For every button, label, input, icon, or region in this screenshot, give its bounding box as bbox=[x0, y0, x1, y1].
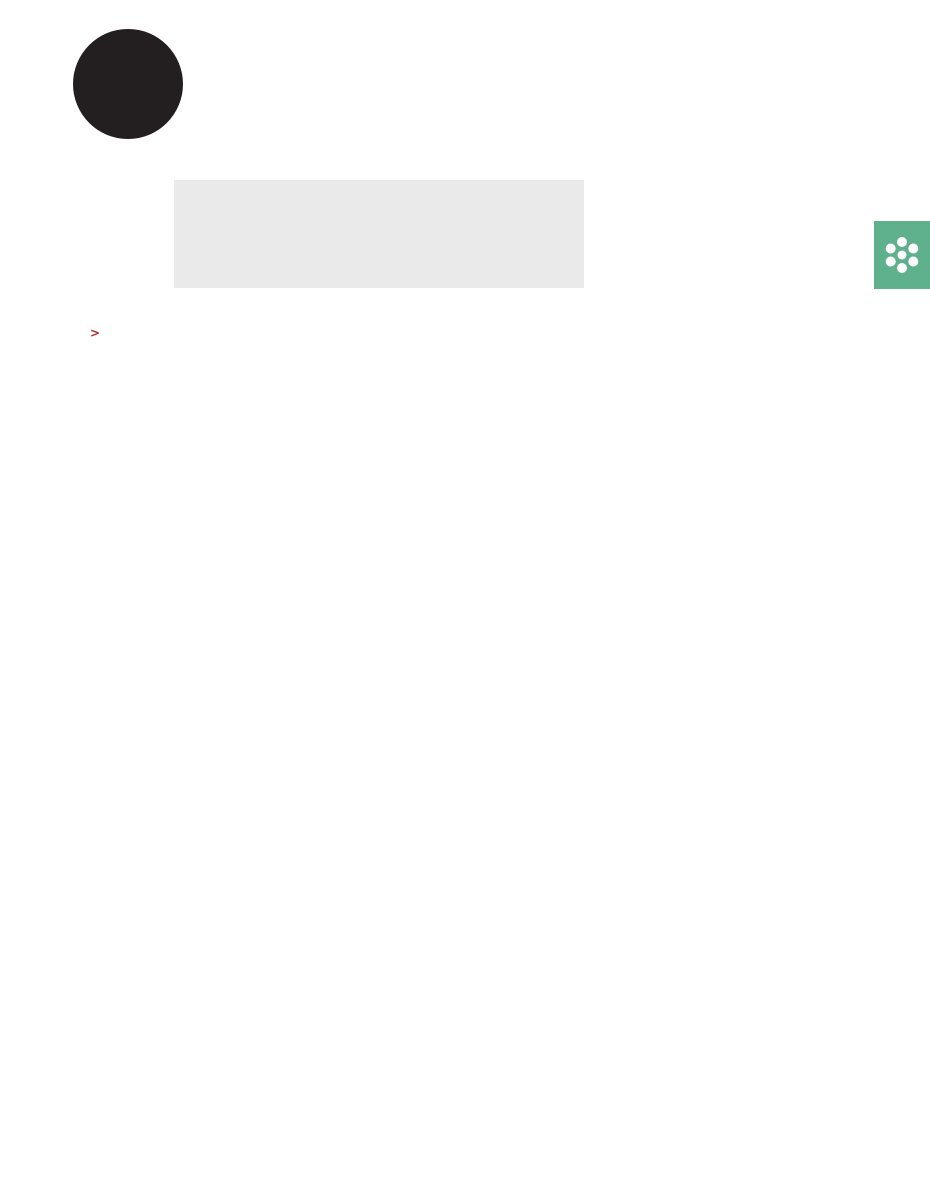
title-block bbox=[174, 180, 584, 288]
decorative-color-bar-top bbox=[174, 155, 585, 164]
color-band bbox=[444, 1175, 469, 1196]
color-band bbox=[403, 155, 435, 164]
color-band bbox=[472, 155, 504, 164]
paragraph bbox=[90, 324, 327, 344]
asterisk-icon bbox=[874, 221, 930, 289]
color-band bbox=[155, 1175, 182, 1196]
color-band bbox=[182, 1175, 217, 1196]
color-band bbox=[341, 1175, 380, 1196]
paragraph-arrow-icon: > bbox=[90, 326, 101, 340]
body-column-2 bbox=[347, 324, 584, 360]
color-band bbox=[901, 1175, 930, 1196]
color-band bbox=[137, 1175, 155, 1196]
color-band bbox=[278, 1175, 307, 1196]
article-title bbox=[190, 197, 568, 223]
color-band bbox=[218, 155, 254, 164]
color-band bbox=[217, 1175, 239, 1196]
sidebar-section-label bbox=[887, 296, 921, 416]
decorative-color-bar-bottom bbox=[0, 1175, 930, 1196]
color-band bbox=[355, 155, 384, 164]
color-band bbox=[523, 155, 557, 164]
color-band bbox=[283, 155, 308, 164]
body-column-1 bbox=[90, 324, 327, 346]
asterisk-icon-shape bbox=[882, 235, 922, 275]
color-band bbox=[557, 155, 585, 164]
color-band bbox=[307, 1175, 340, 1196]
color-band bbox=[0, 1175, 88, 1196]
section-heading bbox=[347, 338, 584, 358]
color-band bbox=[452, 155, 471, 164]
color-band bbox=[174, 155, 218, 164]
color-band bbox=[380, 1175, 417, 1196]
color-band bbox=[470, 1175, 901, 1196]
journal-logo bbox=[73, 29, 183, 139]
color-band bbox=[88, 1175, 137, 1196]
body-column-3 bbox=[604, 560, 841, 562]
color-band bbox=[342, 155, 355, 164]
color-band bbox=[308, 155, 319, 164]
sidebar-magazine bbox=[887, 100, 921, 215]
color-band bbox=[319, 155, 342, 164]
color-band bbox=[239, 1175, 278, 1196]
color-band bbox=[384, 155, 403, 164]
color-band bbox=[254, 155, 283, 164]
color-band bbox=[435, 155, 452, 164]
color-band bbox=[504, 155, 523, 164]
color-band bbox=[417, 1175, 444, 1196]
